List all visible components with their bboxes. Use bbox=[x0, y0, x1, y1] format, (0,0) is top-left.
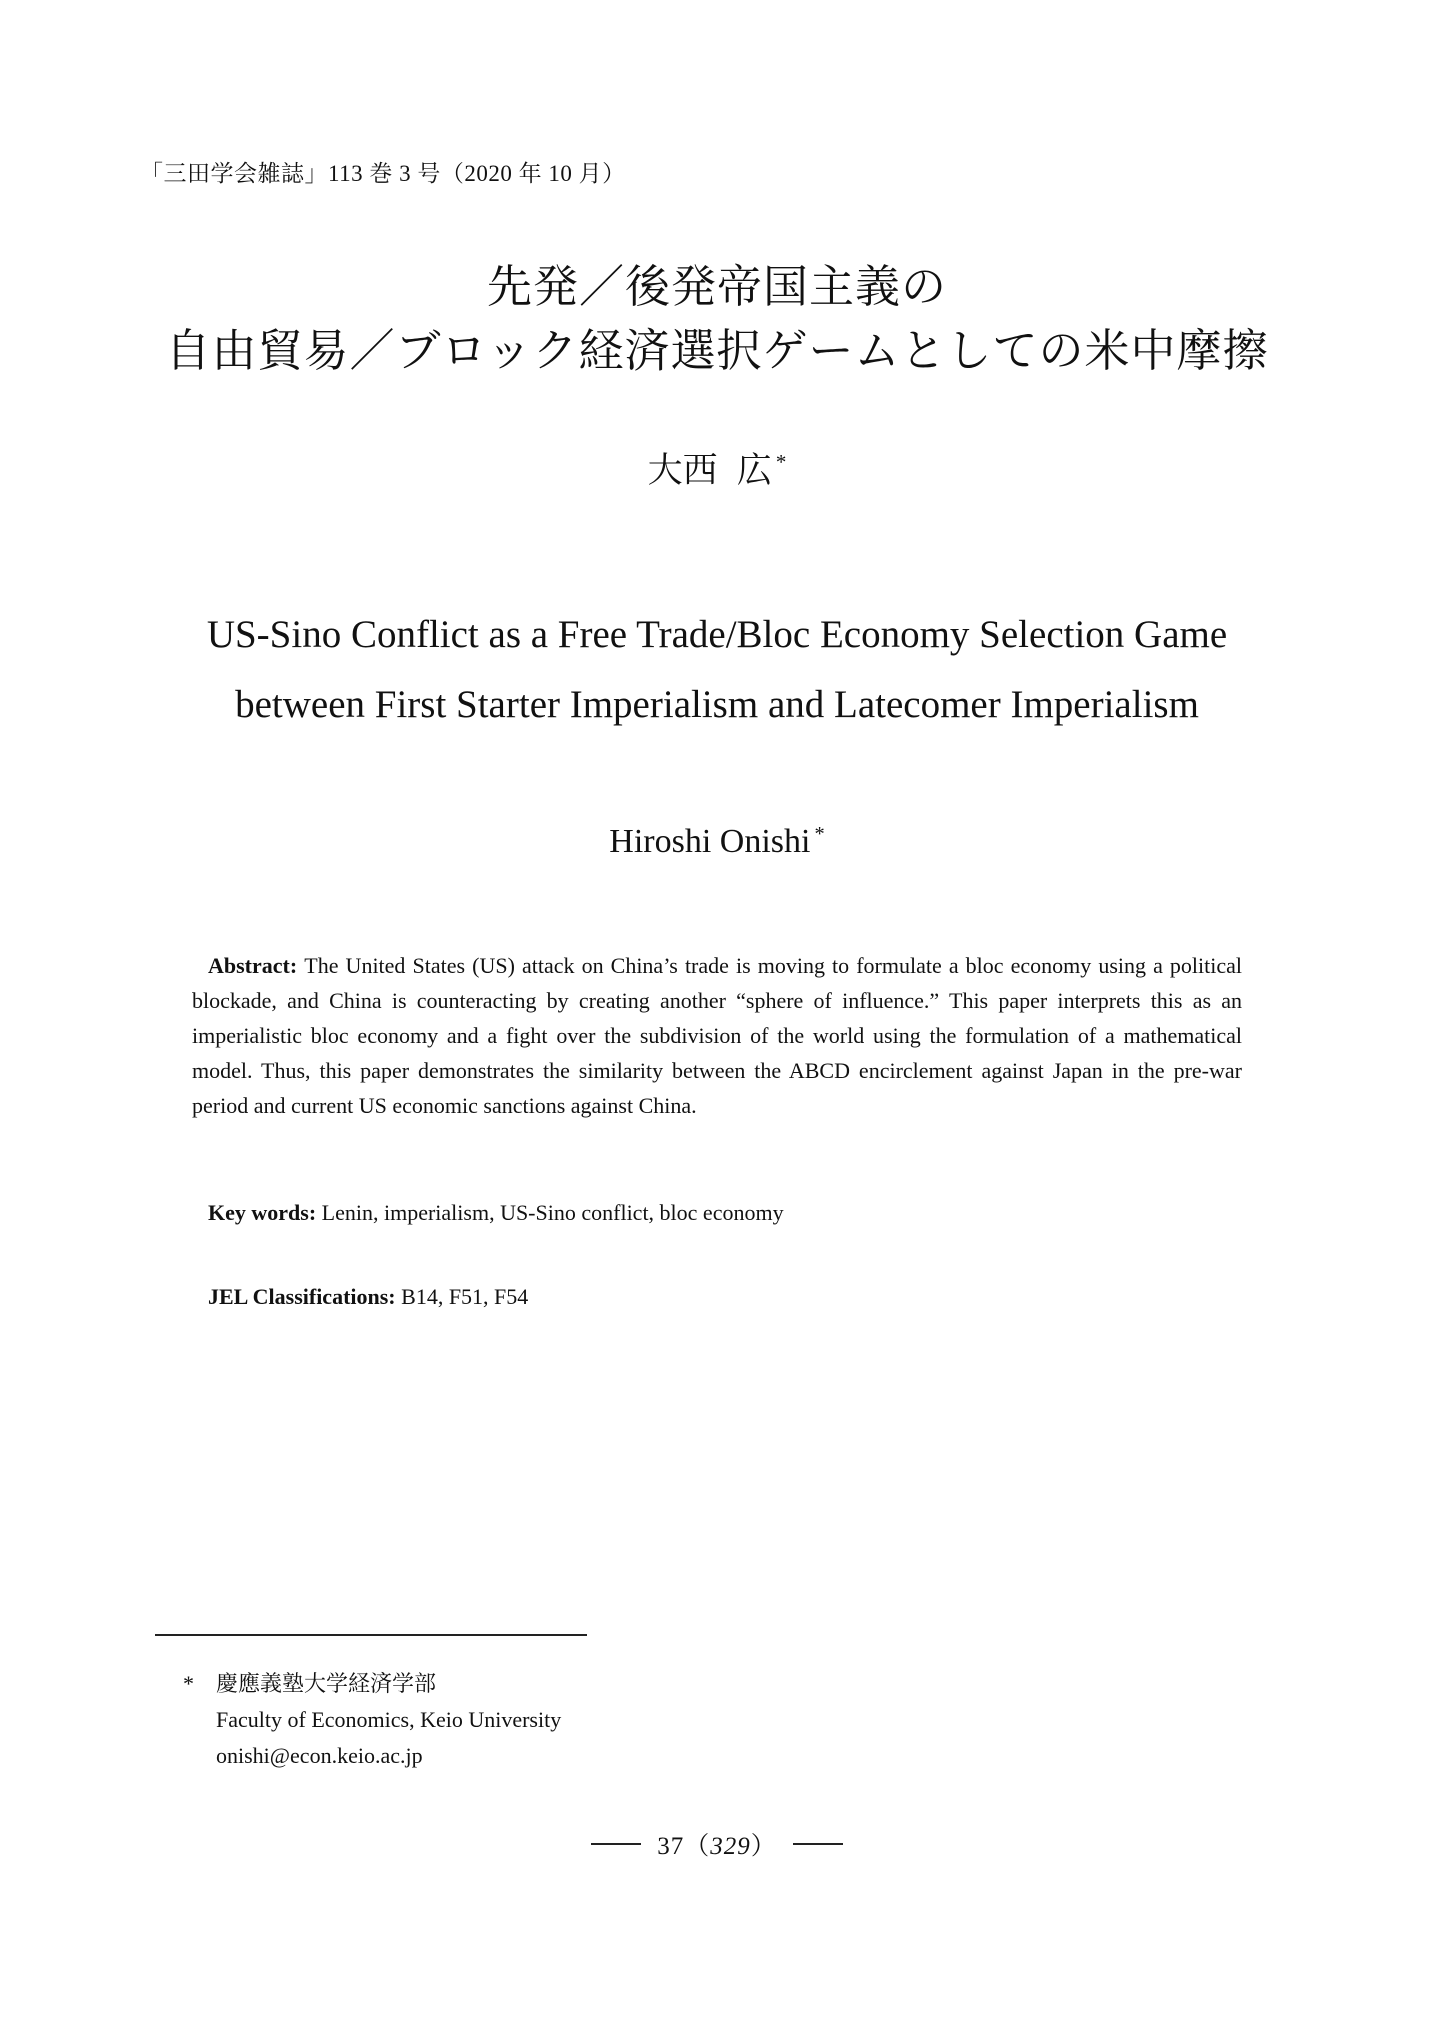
page-number bbox=[657, 1826, 777, 1862]
abstract-text: The United States (US) attack on China’s trade is moving to formulate a bloc economy using a political blockade, and China is counteracting by creating another “sphere of influence.” This paper interprets this as an imperialistic bloc economy and a fight over the subdivision of the world using the formulation of a mathematical model. Thus, this paper demonstrates the similarity between the ABCD encirclement against Japan in the pre-war period and current US economic sanctions against China. bbox=[192, 953, 1242, 1118]
footnote-rule bbox=[155, 1634, 587, 1636]
abstract-paragraph bbox=[192, 948, 1242, 1123]
title-english-line1: US-Sino Conflict as a Free Trade/Bloc Economy Selection Game bbox=[206, 613, 1228, 656]
title-english-line2: between First Starter Imperialism and Latecomer Imperialism bbox=[235, 683, 1199, 726]
jel-label: JEL Classifications: bbox=[208, 1284, 396, 1309]
footnote-affiliation-english: Faculty of Economics, Keio University bbox=[216, 1707, 562, 1732]
keywords-line bbox=[208, 1198, 1248, 1229]
author-japanese-given: 広 bbox=[736, 451, 772, 490]
footer-right-rule bbox=[793, 1843, 843, 1845]
author-english bbox=[0, 820, 1434, 864]
footnote-affiliation-japanese: 慶應義塾大学経済学部 bbox=[216, 1671, 437, 1696]
author-japanese bbox=[0, 450, 1434, 492]
author-english-footnote-mark: * bbox=[814, 822, 825, 845]
page-number-paren-close: ） bbox=[750, 1833, 777, 1860]
jel-classifications-line bbox=[208, 1282, 1248, 1313]
page-number-paren-open: （ bbox=[684, 1833, 711, 1860]
footer-left-rule bbox=[591, 1843, 641, 1845]
keywords-text: Lenin, imperialism, US-Sino conflict, bloc economy bbox=[321, 1200, 784, 1225]
footnote-mark: * bbox=[183, 1671, 194, 1696]
abstract-label: Abstract: bbox=[208, 953, 298, 978]
footnote-email: onishi@econ.keio.ac.jp bbox=[216, 1743, 423, 1768]
page-number-journal: 37 bbox=[657, 1833, 685, 1860]
author-japanese-footnote-mark: * bbox=[775, 450, 787, 475]
footnote bbox=[183, 1666, 561, 1774]
jel-text: B14, F51, F54 bbox=[401, 1284, 529, 1309]
journal-header: 「三田学会雑誌」113 巻 3 号（2020 年 10 月） bbox=[140, 161, 626, 186]
page-number-cumulative: 329 bbox=[710, 1833, 751, 1860]
author-japanese-surname: 大西 bbox=[647, 451, 718, 490]
author-english-name: Hiroshi Onishi bbox=[609, 823, 811, 860]
keywords-label: Key words: bbox=[208, 1200, 317, 1225]
title-japanese-line1: 先発／後発帝国主義の bbox=[486, 262, 947, 312]
page-footer bbox=[0, 1826, 1434, 1862]
title-japanese-line2: 自由貿易／ブロック経済選択ゲームとしての米中摩擦 bbox=[165, 326, 1269, 376]
